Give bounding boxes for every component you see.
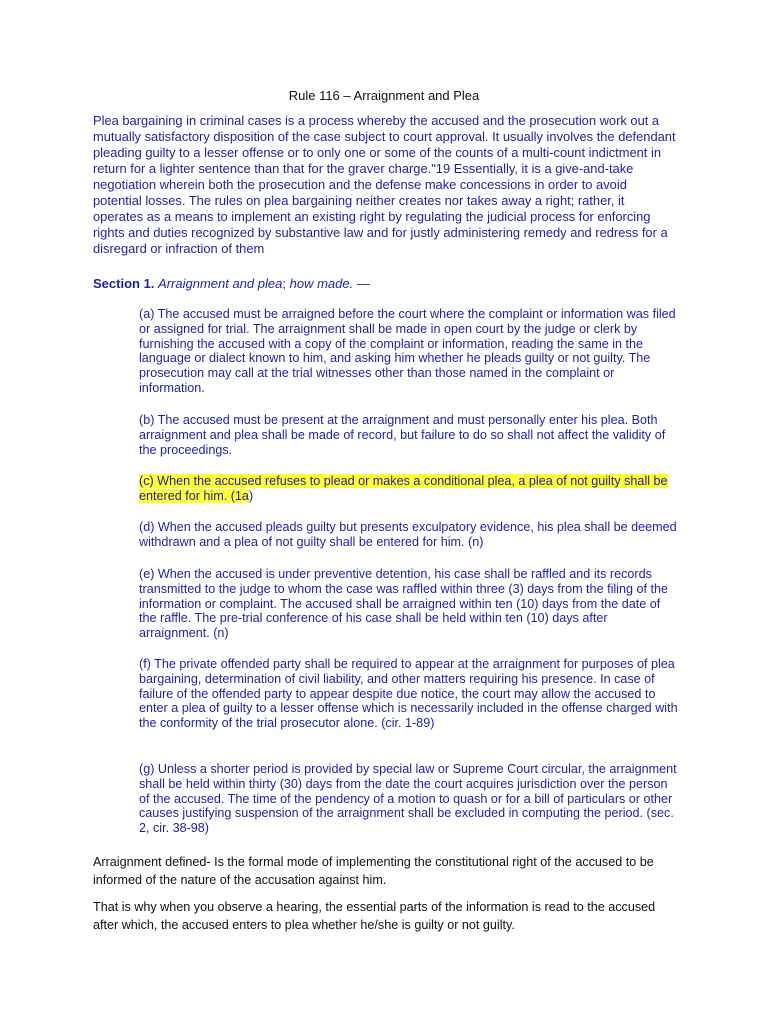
section-separator: ; bbox=[282, 276, 286, 291]
page-title: Rule 116 – Arraignment and Plea bbox=[288, 88, 480, 103]
intro-paragraph: Plea bargaining in criminal cases is a process whereby the accused and the prosecution work out a mutually satisfactory disposition of the case subject to court approval. It usually involves the defendant pleading guilty to a lesser offense or to only one or some of the counts of a multi-count indictment in return for a lighter sentence than that for the graver charge."19 Essentially, it is a give-and-take negotiation wherein both the prosecution and the defense make concessions in order to avoid potential losses. The rules on plea bargaining neither creates nor takes away a right; rather, it operates as a means to implement an existing right by regulating the judicial process for enforcing rights and duties recognized by substantive law and for justly administering remedy and redress for a disregard or infraction of them bbox=[93, 113, 676, 256]
paragraph-c bbox=[139, 474, 679, 504]
paragraph-f: (f) The private offended party shall be required to appear at the arraignment for purposes of plea bargaining, determination of civil liability, and other matters requiring his presence. In case of failure of the offended party to appear despite due notice, the court may allow the accused to enter a plea of guilty to a lesser offense which is necessarily included in the offense charged with the conformity of the trial prosecutor alone. (cir. 1-89) bbox=[139, 657, 678, 731]
section-heading bbox=[93, 276, 370, 291]
paragraph-b: (b) The accused must be present at the arraignment and must personally enter his plea. Both arraignment and plea shall be made of record, but failure to do so shall not affect the validity of the proceedings. bbox=[139, 413, 666, 457]
paragraph-g: (g) Unless a shorter period is provided by special law or Supreme Court circular, the arraignment shall be held within thirty (30) days from the date the court acquires jurisdiction over the person of the accused. The time of the pendency of a motion to quash or for a bill of particulars or other causes justifying suspension of the arraignment shall be excluded in computing the period. (sec. 2, cir. 38-98) bbox=[139, 762, 677, 836]
section-title-b: how made. bbox=[289, 276, 354, 291]
paragraph-e: (e) When the accused is under preventive detention, his case shall be raffled and its records transmitted to the judge to whom the case was raffled within three (3) days from the filing of the information or complaint. The accused shall be arraigned within ten (10) days from the date of the raffle. The pre-trial conference of his case shall be held within ten (10) days after arraignment. (n) bbox=[139, 567, 668, 641]
paragraph-c-tail: ) bbox=[248, 488, 254, 503]
hearing-note: That is why when you observe a hearing, the essential parts of the information is read to the accused after which, the accused enters to plea whether he/she is guilty or not guilty. bbox=[93, 900, 656, 932]
section-number: Section 1. bbox=[93, 276, 155, 291]
section-dash: — bbox=[353, 276, 370, 291]
section-title-a: Arraignment and plea bbox=[158, 276, 283, 291]
arraignment-definition: Arraignment defined- Is the formal mode of implementing the constitutional right of the accused to be informed of the nature of the accusation against him. bbox=[93, 855, 654, 887]
paragraph-d: (d) When the accused pleads guilty but presents exculpatory evidence, his plea shall be deemed withdrawn and a plea of not guilty shall be entered for him. (n) bbox=[139, 520, 677, 549]
highlighted-text: (c) When the accused refuses to plead or makes a conditional plea, a plea of not guilty shall be entered for him. (1a bbox=[139, 474, 668, 503]
paragraph-a: (a) The accused must be arraigned before the court where the complaint or information was filed or assigned for trial. The arraignment shall be made in open court by the judge or clerk by furnishing the accused with a copy of the complaint or information, reading the same in the language or dialect known to him, and asking him whether he pleads guilty or not guilty. The prosecution may call at the trial witnesses other than those named in the complaint or information. bbox=[139, 307, 676, 395]
